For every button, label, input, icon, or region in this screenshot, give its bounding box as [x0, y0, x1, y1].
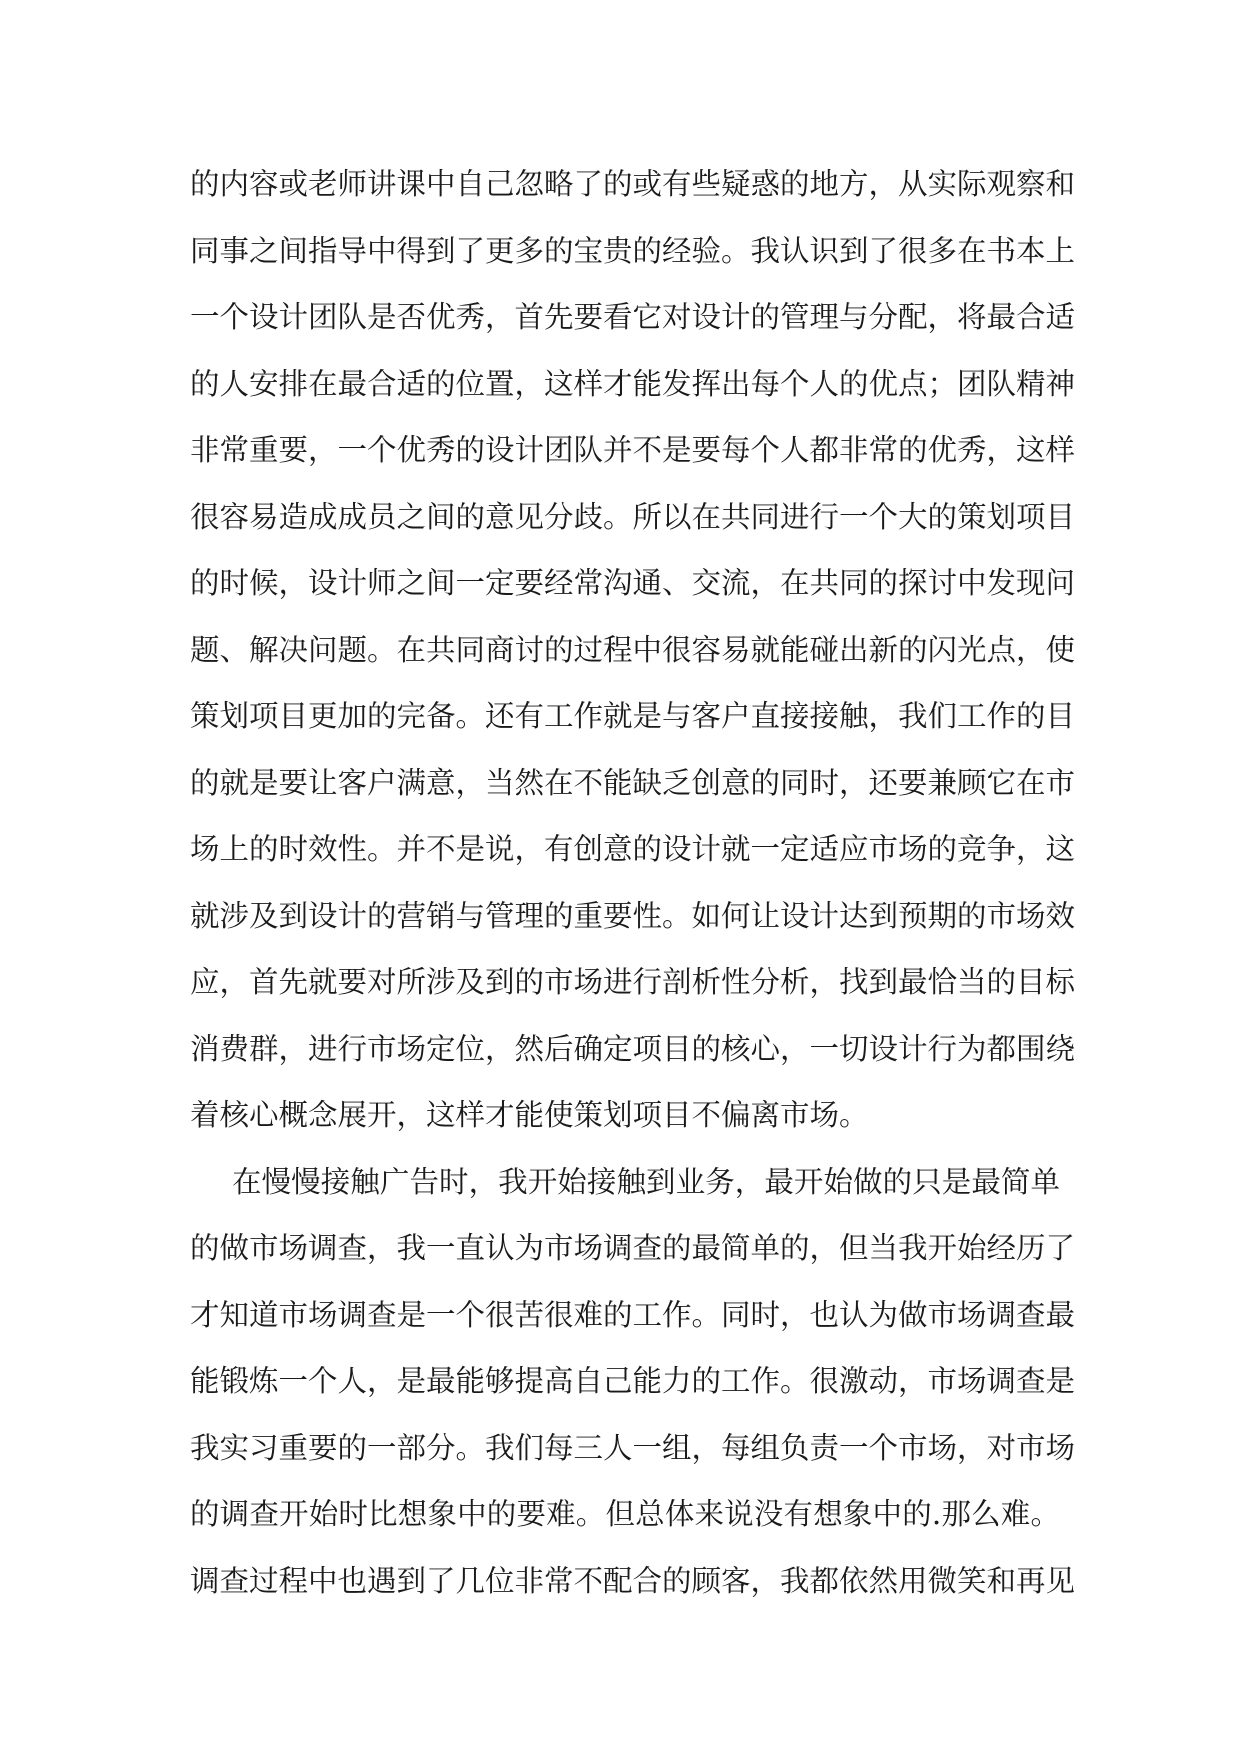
- text-line: 的调查开始时比想象中的要难。但总体来说没有想象中的.那么难。: [190, 1497, 1060, 1531]
- text-line: 策划项目更加的完备。还有工作就是与客户直接接触，我们工作的目: [190, 699, 1076, 733]
- text-line: 应，首先就要对所涉及到的市场进行剖析性分析，找到最恰当的目标: [190, 965, 1076, 999]
- text-line: 的内容或老师讲课中自己忽略了的或有些疑惑的地方，从实际观察和: [190, 167, 1076, 201]
- text-line: 的做市场调查，我一直认为市场调查的最简单的，但当我开始经历了: [190, 1231, 1076, 1265]
- text-line: 的就是要让客户满意，当然在不能缺乏创意的同时，还要兼顾它在市: [190, 765, 1076, 800]
- text-line: 才知道市场调查是一个很苦很难的工作。同时，也认为做市场调查最: [190, 1297, 1076, 1332]
- text-line: 调查过程中也遇到了几位非常不配合的顾客，我都依然用微笑和再见: [190, 1563, 1076, 1598]
- text-line: 题、解决问题。在共同商讨的过程中很容易就能碰出新的闪光点，使: [190, 632, 1076, 667]
- body-text: [190, 151, 1076, 1614]
- text-line: 的时候，设计师之间一定要经常沟通、交流，在共同的探讨中发现问: [190, 566, 1076, 600]
- text-line: 场上的时效性。并不是说，有创意的设计就一定适应市场的竞争，这: [190, 832, 1076, 866]
- text-line: 着核心概念展开，这样才能使策划项目不偏离市场。: [190, 1098, 869, 1132]
- paragraph-first-line: 在慢慢接触广告时，我开始接触到业务，最开始做的只是最简单: [232, 1164, 1060, 1199]
- text-line: 很容易造成成员之间的意见分歧。所以在共同进行一个大的策划项目: [190, 499, 1076, 534]
- text-line: 就涉及到设计的营销与管理的重要性。如何让设计达到预期的市场效: [190, 898, 1076, 933]
- text-line: 一个设计团队是否优秀，首先要看它对设计的管理与分配，将最合适: [190, 300, 1076, 334]
- text-line: 的人安排在最合适的位置，这样才能发挥出每个人的优点；团队精神: [190, 366, 1076, 401]
- text-line: 同事之间指导中得到了更多的宝贵的经验。我认识到了很多在书本上: [190, 233, 1076, 268]
- text-line: 能锻炼一个人，是最能够提高自己能力的工作。很激动，市场调查是: [190, 1364, 1076, 1398]
- text-line: 我实习重要的一部分。我们每三人一组，每组负责一个市场，对市场: [190, 1430, 1076, 1465]
- text-line: 消费群，进行市场定位，然后确定项目的核心，一切设计行为都围绕: [190, 1031, 1076, 1066]
- text-line: 非常重要，一个优秀的设计团队并不是要每个人都非常的优秀，这样: [190, 433, 1076, 467]
